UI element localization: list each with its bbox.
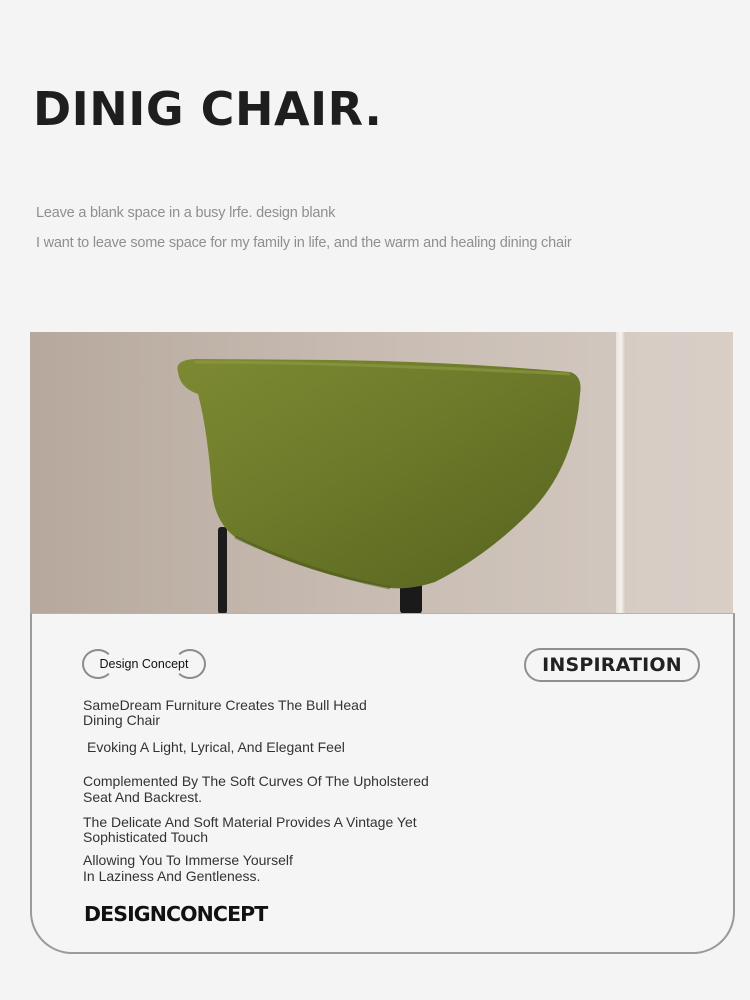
paragraph-4-line-2: Sophisticated Touch	[83, 828, 209, 845]
inspiration-badge: INSPIRATION	[524, 648, 700, 682]
paragraph-4-line-1: The Delicate And Soft Material Provides A Vintage Yet	[83, 814, 417, 830]
chair-backrest	[177, 359, 580, 588]
paragraph-1-line-2: Dining Chair	[83, 711, 161, 728]
badge-label: Design Concept	[99, 657, 189, 671]
paragraph-2: Evoking A Light, Lyrical, And Elegant Feel	[87, 739, 345, 755]
paragraph-1-line-1: SameDream Furniture Creates The Bull Head	[83, 697, 367, 713]
paragraph-4	[83, 815, 417, 844]
page-title: DINIG CHAIR.	[33, 82, 383, 136]
paragraph-3-line-1: Complemented By The Soft Curves Of The Upholstered	[83, 773, 429, 789]
product-photo	[30, 332, 733, 614]
wall-panel	[626, 332, 733, 614]
paragraph-5-line-1: Allowing You To Immerse Yourself	[83, 852, 293, 868]
subtitle-line-1: Leave a blank space in a busy lrfe. design blank	[36, 205, 336, 221]
subtitle-line-2: I want to leave some space for my family in life, and the warm and healing dining chair	[36, 235, 572, 251]
wall-trim	[616, 332, 626, 614]
paragraph-3-line-2: Seat And Backrest.	[83, 789, 203, 805]
info-card	[30, 613, 735, 954]
paragraph-3	[83, 773, 429, 805]
chair-illustration	[30, 332, 733, 614]
paragraph-5	[83, 853, 293, 884]
design-concept-badge	[82, 649, 206, 679]
paragraph-1	[83, 698, 367, 727]
paragraph-5-line-2: In Laziness And Gentleness.	[83, 867, 261, 884]
design-concept-heading: DESIGNCONCEPT	[84, 902, 268, 926]
chair-leg-left	[218, 527, 227, 614]
